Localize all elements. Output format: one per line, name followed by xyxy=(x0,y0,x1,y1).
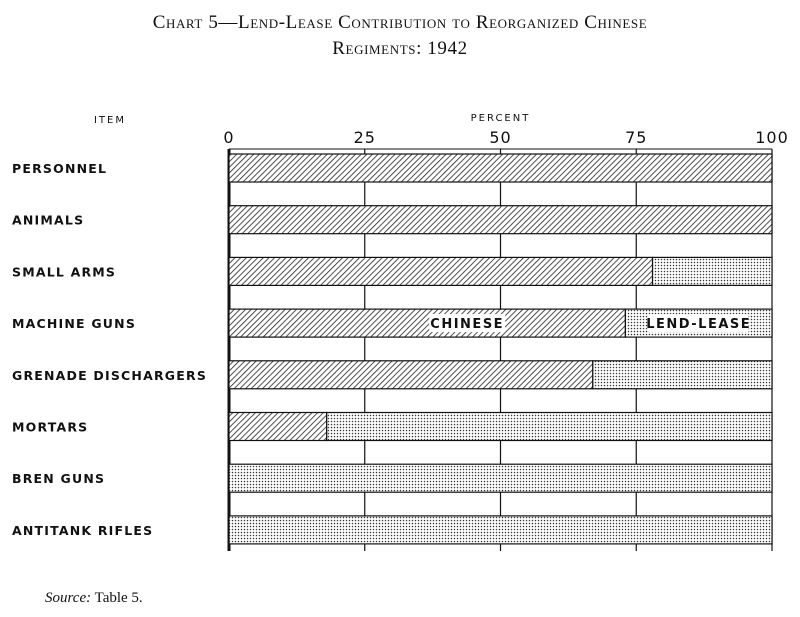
bar-lend-lease-mortars xyxy=(327,413,772,441)
percent-axis-header: PERCENT xyxy=(470,113,531,124)
tick-labels xyxy=(223,128,788,147)
category-label-personnel: PERSONNEL xyxy=(12,161,108,176)
category-labels xyxy=(12,161,207,538)
category-label-animals: ANIMALS xyxy=(12,212,85,228)
category-label-bren-guns: BREN GUNS xyxy=(12,471,106,487)
tick-label-50: 50 xyxy=(489,128,512,147)
source-note xyxy=(45,590,143,607)
bar-lend-lease-grenade-dischargers xyxy=(593,361,772,389)
category-label-grenade-dischargers: GRENADE DISCHARGERS xyxy=(12,367,208,383)
bar-chinese-small-arms xyxy=(229,257,653,285)
category-label-small-arms: SMALL ARMS xyxy=(12,264,117,280)
bar-lend-lease-antitank-rifles xyxy=(229,516,772,544)
series-label-chinese: CHINESE xyxy=(430,317,505,333)
category-label-machine-guns: MACHINE GUNS xyxy=(12,316,137,332)
tick-label-75: 75 xyxy=(625,128,648,147)
bar-lend-lease-small-arms xyxy=(653,257,772,285)
source-text: Table 5. xyxy=(94,590,143,606)
bar-chinese-machine-guns xyxy=(229,309,625,337)
category-label-antitank-rifles: ANTITANK RIFLES xyxy=(12,522,154,538)
tick-label-25: 25 xyxy=(353,128,376,147)
bar-chinese-grenade-dischargers xyxy=(229,361,593,389)
bar-chinese-personnel xyxy=(229,154,772,182)
tick-label-100: 100 xyxy=(755,128,789,147)
bar-chinese-mortars xyxy=(229,413,327,441)
bar-lend-lease-bren-guns xyxy=(229,464,772,492)
series-label-lend-lease: LEND-LEASE xyxy=(646,317,752,333)
category-label-mortars: MORTARS xyxy=(12,419,89,435)
source-label: Source: xyxy=(45,590,92,606)
item-column-header: ITEM xyxy=(93,115,127,126)
chart-title-line-2: Regiments: 1942 xyxy=(332,38,468,59)
tick-label-0: 0 xyxy=(223,128,235,147)
chart-title-line-1: Chart 5—Lend-Lease Contribution to Reorganized Chinese xyxy=(152,12,648,33)
bar-chinese-animals xyxy=(229,206,772,234)
